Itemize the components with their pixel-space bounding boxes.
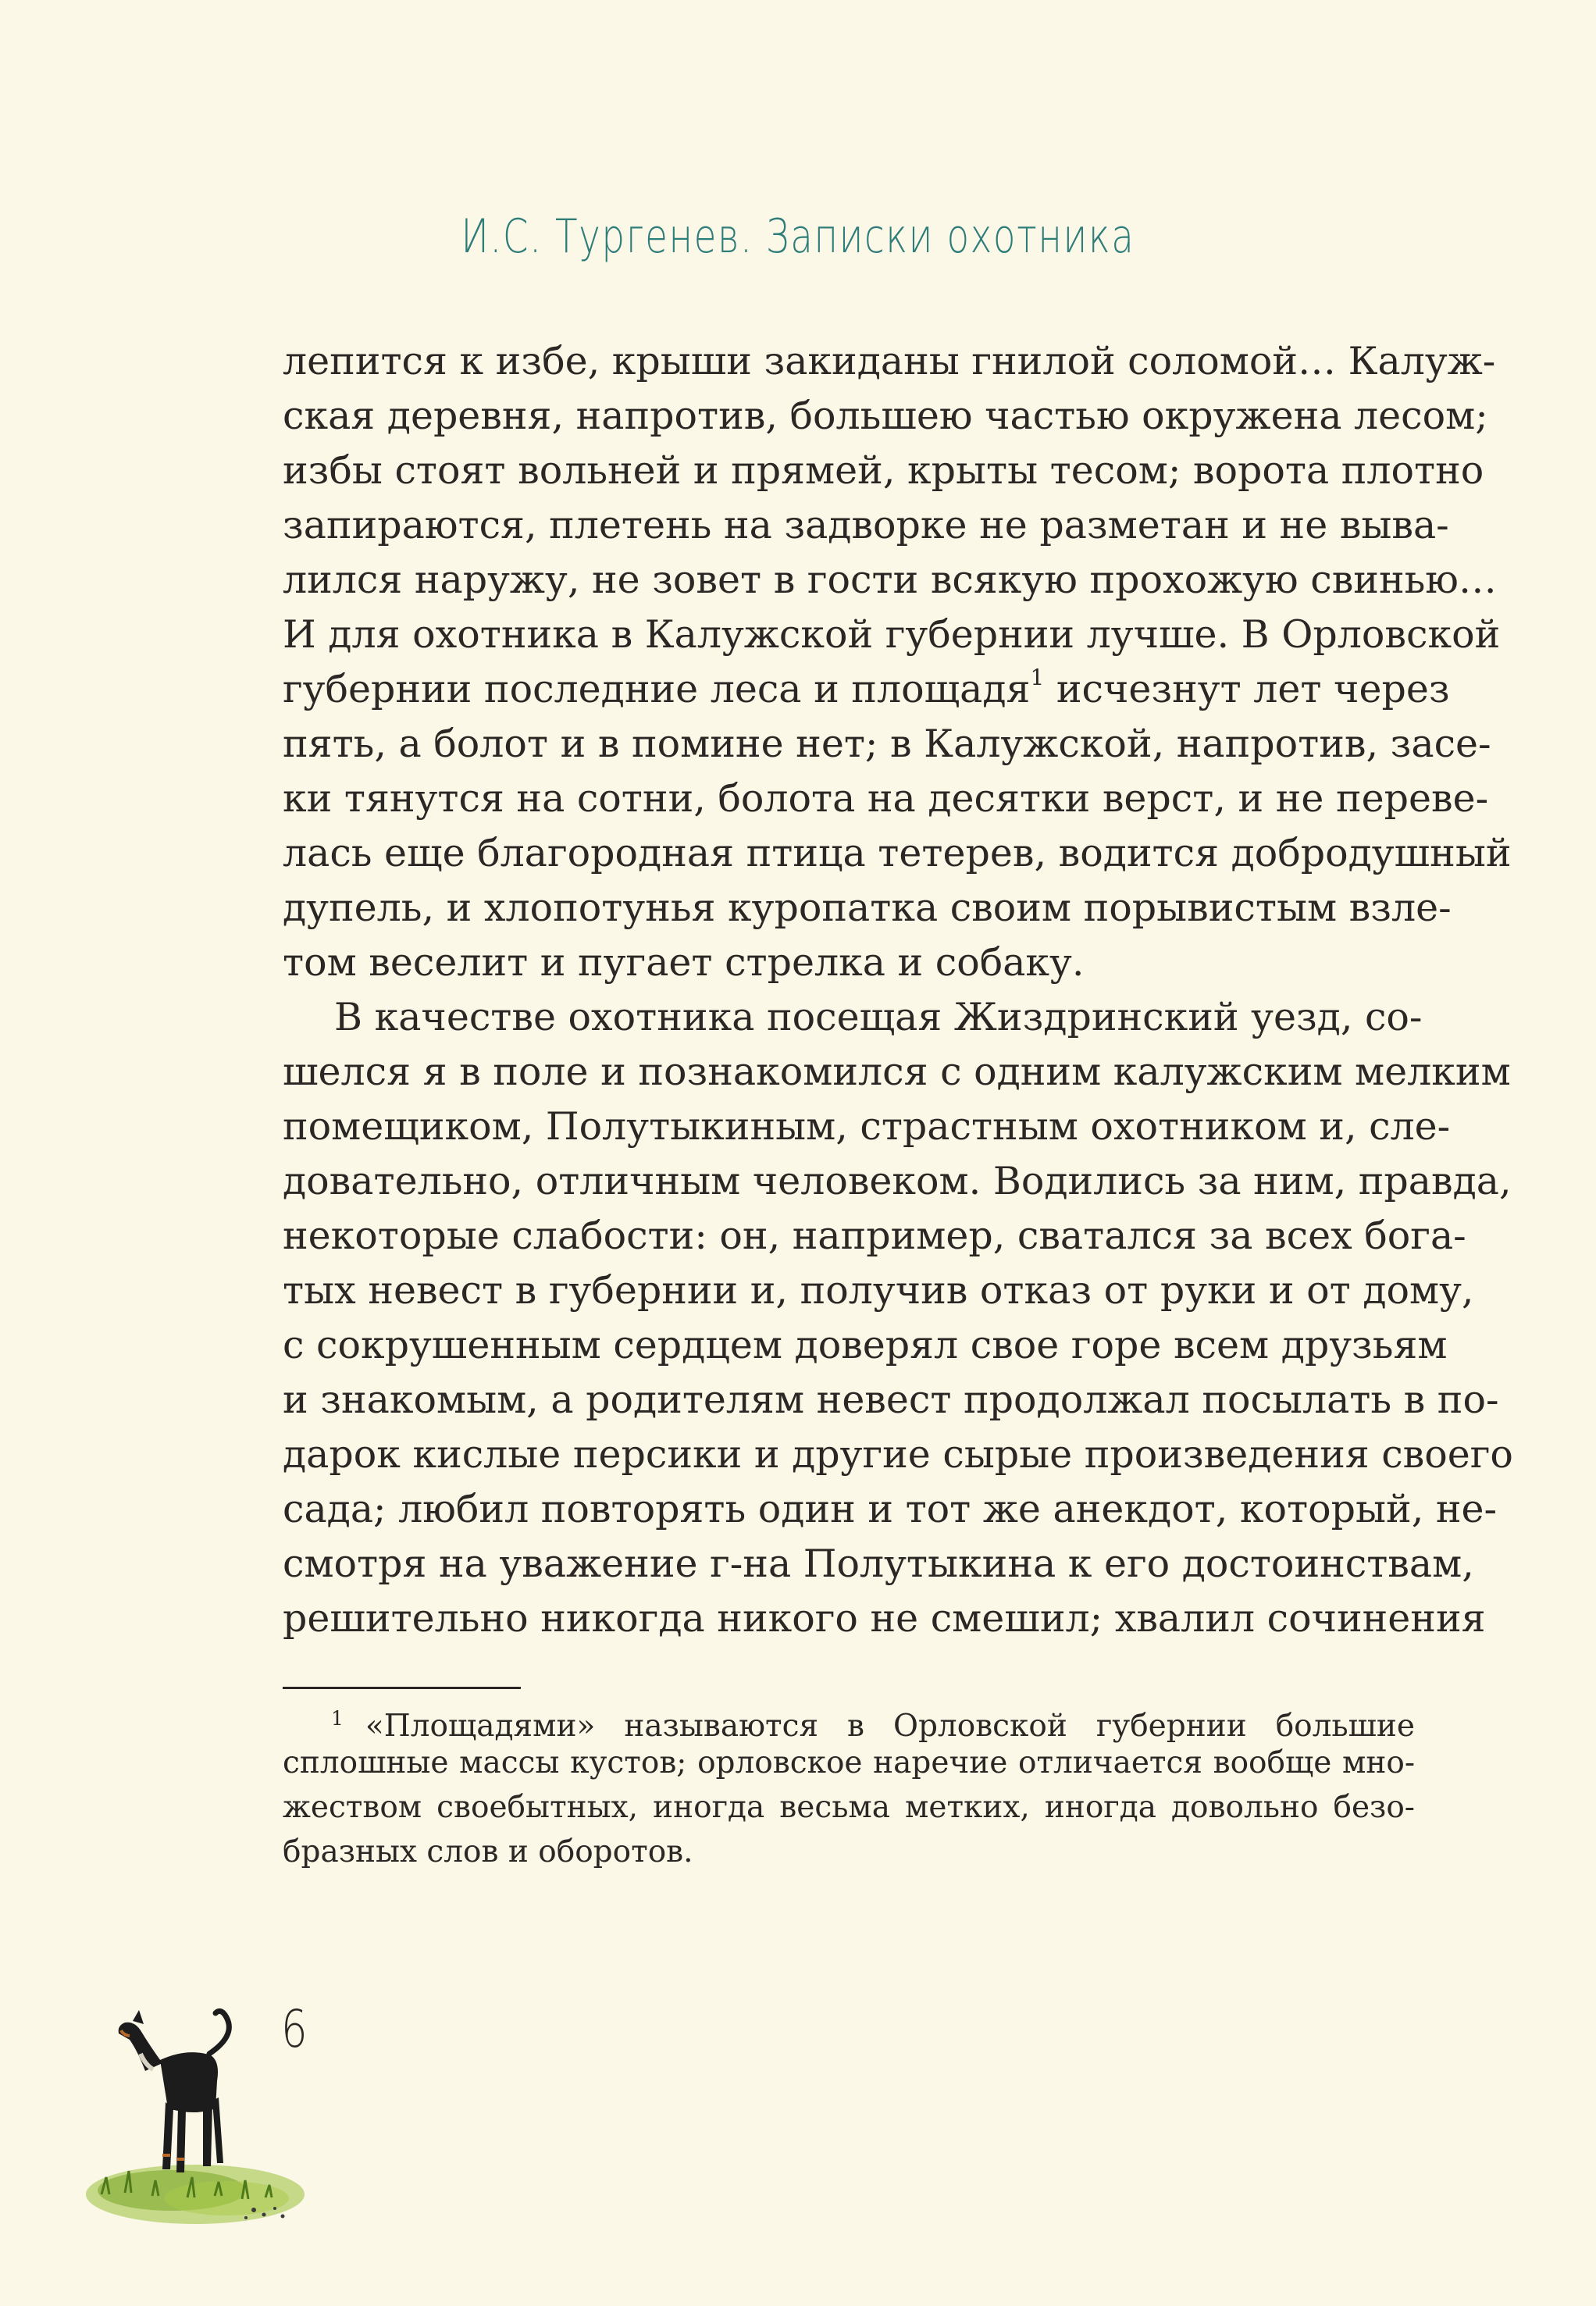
footnote-reference[interactable]: 1 (1030, 665, 1045, 690)
text-line: лепится к избе, крыши закиданы гнилой соломой… Калуж- (283, 339, 1496, 383)
text-segment: исчезнут лет через (1044, 667, 1450, 711)
text-line: довательно, отличным человеком. Водились за ним, правда, (283, 1159, 1512, 1203)
text-line: тых невест в губернии и, получив отказ от руки и от дому, (283, 1268, 1474, 1313)
text-line: и знакомым, а родителям невест продолжал посылать в по- (283, 1378, 1499, 1422)
text-line: дупель, и хлопотунья куропатка своим порывистым взле- (283, 886, 1452, 930)
text-line: шелся я в поле и познакомился с одним калужским мелким (283, 1050, 1511, 1094)
footnote-number: 1 (331, 1707, 344, 1730)
text-line: И для охотника в Калужской губернии лучше. В Орловской (283, 612, 1501, 657)
text-line: лась еще благородная птица тетерев, водится добродушный (283, 831, 1512, 875)
text-line: пять, а болот и в помине нет; в Калужской, напротив, засе- (283, 722, 1491, 766)
running-head-title: И.С. Тургенев. Записки охотника (461, 209, 1135, 264)
text-line: лился наружу, не зовет в гости всякую прохожую свинью… (283, 558, 1497, 602)
footnote-line: сплошные массы кустов; орловское наречие отличается вообще мно- (283, 1745, 1415, 1780)
text-line: ки тянутся на сотни, болота на десятки верст, и не переве- (283, 776, 1489, 821)
text-line: смотря на уважение г-на Полутыкина к его достоинствам, (283, 1541, 1474, 1586)
page-number: 6 (281, 1999, 308, 2059)
footnote-separator (283, 1687, 521, 1689)
text-line: том веселит и пугает стрелка и собаку. (283, 940, 1085, 985)
footnote-line (283, 1696, 1415, 1744)
footnote-line: жеством своебытных, иногда весьма метких, иногда довольно безо- (283, 1790, 1415, 1825)
text-line: с сокрушенным сердцем доверял свое горе всем друзьям (283, 1323, 1448, 1367)
text-line-with-footnote-ref (283, 662, 1450, 717)
text-line: помещиком, Полутыкиным, страстным охотником и, сле- (283, 1104, 1451, 1149)
text-line: избы стоят вольней и прямей, крыты тесом; ворота плотно (283, 448, 1484, 493)
grass-patch (86, 2165, 305, 2224)
text-line: сада; любил повторять один и тот же анекдот, который, не- (283, 1487, 1498, 1531)
footnote-text: «Площадями» называются в Орловской губернии большие (365, 1709, 1415, 1744)
text-segment: губернии последние леса и площадя (283, 667, 1031, 711)
text-line: некоторые слабости: он, например, сватался за всех бога- (283, 1214, 1466, 1258)
text-line: ская деревня, напротив, большею частью окружена лесом; (283, 394, 1488, 438)
body-text (283, 334, 1513, 1646)
footnote-line: бразных слов и оборотов. (283, 1834, 693, 1869)
text-line: запираются, плетень на задворке не разметан и не выва- (283, 503, 1449, 547)
text-line: дарок кислые персики и другие сырые произведения своего (283, 1432, 1513, 1477)
footnote (283, 1696, 1415, 1874)
dog-figure (119, 2010, 230, 2172)
text-line: В качестве охотника посещая Жиздринский уезд, со- (334, 995, 1423, 1039)
text-line: решительно никогда никого не смешил; хвалил сочинения (283, 1596, 1486, 1641)
